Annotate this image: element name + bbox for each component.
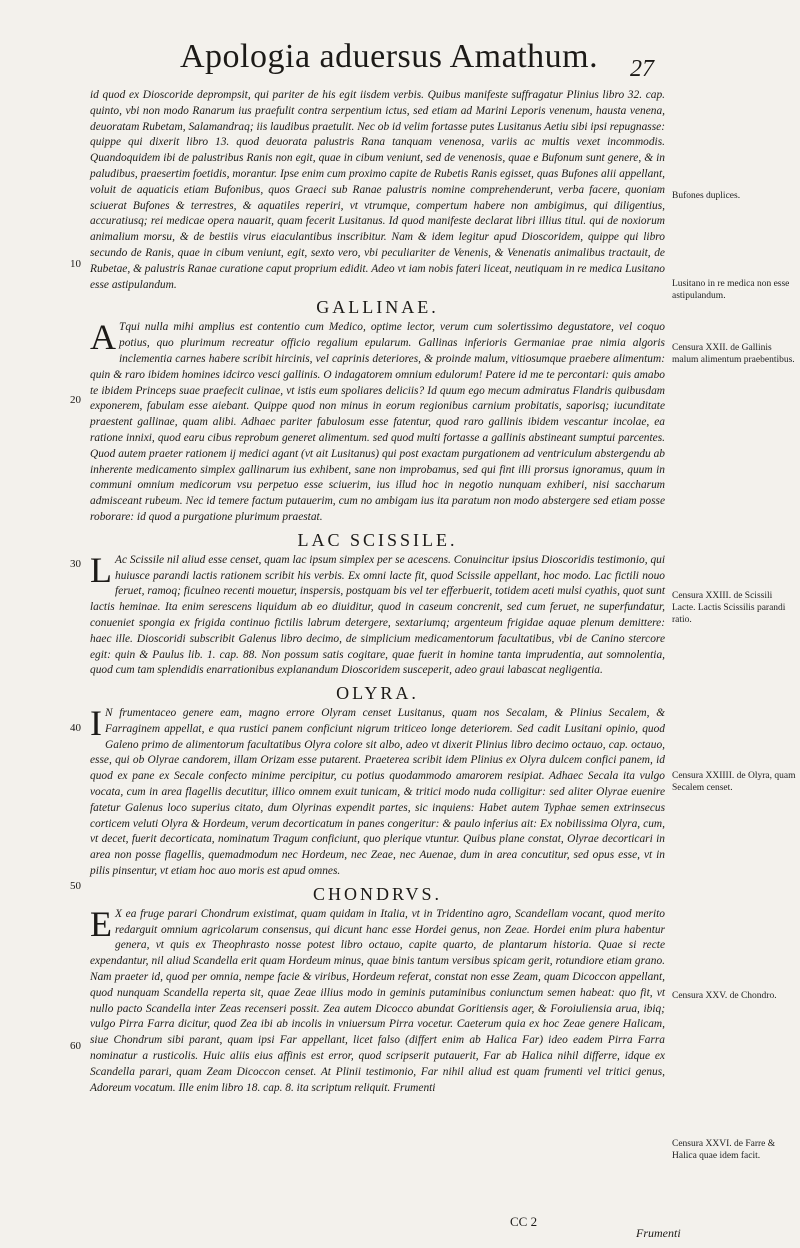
section-lac-text	[90, 549, 665, 679]
heading-chondrus: CHONDRVS.	[312, 883, 443, 904]
line-number: 50	[70, 880, 81, 892]
running-head: Apologia aduersus Amathum.	[180, 38, 599, 75]
margin-note: Censura XXV. de Chondro.	[672, 991, 777, 1001]
text-column	[90, 88, 665, 1096]
line-number: 60	[70, 1040, 81, 1052]
margin-note: Censura XXIII. de Scissili Lacte. Lactis Scissilis parandi ratio.	[672, 591, 786, 625]
line-number: 40	[70, 722, 81, 734]
section-intro-text: id quod ex Dioscoride deprompsit, qui pariter de his egit iisdem verbis. Quibus manifeste suffragatur Plinius libro 32. cap. quinto, vbi non modo Ranarum ius praefulit contra serpentium ictus, sed etiam ad Marini Leporis venenum, hausta venena, deuoratam Rubetam, Salamandraq; iis laudibus praetulit. Nec ob id velim fortasse putes Lusitanus Aetiu sibi ipsi repugnasse: quippe qui dixerit libro 13. quod deuorata palustris Rana tanquam venenosa, variis ac multis vexet incommodis. Quandoquidem ibi de palustribus Ranis non egit, quae in cibum veniunt, sed de venenosis, quae e Bufonum sunt genere, & in paludibus, praesertim foetidis, morantur. Ipse enim cum proximo capite de Rubetis Ranis egisset, quas Bufones alii appellant, voluit de aquaticis etiam Bufonibus, quos Graeci sub Ranae palustris nomine comprehenderunt, verba facere, quoniam sciuerat Bufones & terrestres, & aquatiles reperiri, vt vtrumque, compertum habere non ambigimus, qui diligentius, accuratiusq; rei medicae opera nauarit, quam fecerit Lusitanus. Id quod manifeste declarat libri illius titul. qui de noxiorum animalium morsu, & de bestiis virus eiaculantibus inscribitur. Nam & idem legitur apud Dioscoridem, quippe qui libro secundo de Ranis, quae in cibum veniunt, egit, sexto vero, vbi peculiariter de Venenis, & Venenatis animalibus tractauit, de Rubetae, & palustris Ranae curatione caput proprium edidit. Adeo vt iam nobis fateri liceat, neutiquam in re medica Lusitano esse astipulandum.	[90, 89, 665, 291]
page-number: 27	[630, 56, 654, 82]
line-number: 10	[70, 258, 81, 270]
heading-gallinae: GALLINAE.	[316, 297, 439, 318]
heading-lac-scissile: LAC SCISSILE.	[297, 529, 458, 550]
margin-note: Censura XXII. de Gallinis malum alimentum praebentibus.	[672, 343, 795, 365]
margin-note: Censura XXVI. de Farre & Halica quae idem facit.	[672, 1139, 776, 1161]
dropcap-olyra: I	[90, 703, 102, 744]
heading-olyra: OLYRA.	[336, 683, 419, 704]
dropcap-lac: L	[90, 549, 112, 590]
signature-mark: CC 2	[510, 1214, 538, 1229]
line-number: 20	[70, 394, 81, 406]
dropcap-chondrus: E	[90, 903, 112, 944]
olyra-body: N frumentaceo genere eam, magno errore Olyram censet Lusitanus, quam nos Secalam, & Plinius Secalem, & Farraginem appellat, e qua rustici panem conficiunt nigrum triticeo longe deteriorem. Sed cadit Lusitani opinio, quod Galeno primo de alimentorum facultatibus Olyra colore sit albo, adeo vt dixerit Plinius libro decimo octauo, cap. octauo, esse, qui ob Olyrae candorem, illam Orizam esse putarent. Praeterea scribit idem Plinius ex Olyra dulcem confici panem, id quod ex pane ex Secale confecto minime percipitur, cu potius quodammodo amarorem resipiat. Adhaec Secala ita vulgo vocata, cum in area flagellis decutitur, illico omnem exuit tunicam, & tritici modo nuda colligitur: sed aliter Olyrae euenire fatetur Galenus loco superius citato, dum Olyrinas expendit partes, sic inquiens: Habet autem Typhae semen extrinsecus corticem veluti Olyra & Hordeum, verum decorticatum in panes congeritur: & paulo inferius ait: Ex nobilissima Olyra, cum, vt decet, fuerit decorticata, nominatum Tragum conficiunt, quo plerique vtuntur. Quibus plane constat, Olyrae decorticari in area non posse flagellis, quemadmodum nec Hordeum, nec Zeae, nec Auenae, dum in area concutitur, sed opus esse, vt in pilis pinsentur, vt etiam hoc auo moris est apud omnes.	[90, 707, 665, 878]
lac-body: Ac Scissile nil aliud esse censet, quam lac ipsum simplex per se acescens. Conuincitur ipsius Dioscoridis testimonio, qui huiusce parandi lactis rationem scribit his verbis. Ex omni lacte fit, quod Scissile appellant, hoc modo. Lac fictili nouo feruet, ramoq; ficulneo recenti mouetur, inspersis, postquam bis vel ter efferbuerit, totidem aceti mulsi cyathis, quot sunt lactis heminae. Ita enim serescens liquidum ab eo diuiditur, quod in caseum concrenit, sed cum feruet, ne superfundatur, conueniet spongia ex frigida continuo fictilis labrum detergere, sextariumq; argenteum frigidae aquae plenum demittere: haec ille. Dioscoridi subscribit Galenus libro decimo, de simplicium medicamentorum facultatibus, vbi de Canino stercore egit: quin & Paulus lib. 1. cap. 88. Non possum satis cogitare, quae fuerit in homine tanta imprudentia, aut somnolentia, quod cum tam splendidis enarrationibus explanandum Dioscoridem susceperit, adeo graui labascat negligentia.	[90, 553, 665, 677]
section-chondrus-text	[90, 903, 665, 1097]
margin-note: Bufones duplices.	[672, 191, 741, 201]
section-olyra-text	[90, 703, 665, 880]
line-number: 30	[70, 558, 81, 570]
section-gallinae-text	[90, 317, 665, 525]
margin-note: Lusitano in re medica non esse astipulandum.	[672, 279, 790, 301]
dropcap-gallinae: A	[90, 317, 116, 358]
chondrus-body: X ea fruge parari Chondrum existimat, quam quidam in Italia, vt in Tridentino agro, Scandellam vocant, quod merito redarguit omnium agricolarum consensus, qui dicunt hanc esse Hordei genus, non Zeae. Hordei enim plura habentur genera, vt quis ex Theophrasto nosse potest libro octauo, capite quarto, de plantarum historia. Quae si recte expendantur, nil aliud Scandella erit quam Hordeum minus, quae binis tantum versibus spicam gerit, rotundiore etiam grano. Nam praeter id, quod per omnia, nempe facie & viribus, Hordeum referat, constat non esse Zeam, quam Dicoccon appellant, quod nunquam Scandella reperta sit, quae Zeae illius modo in geminis putaminibus coniunctum semen habeat: quo fit, vt nullo pacto Scandella inter Zeas recenseri possit. Zea autem Dicocco abundat Goritiensis ager, & Foroiuliensia arua, ibiq; vulgo Pirra Farra dicitur, quod Zea ibi ab incolis in vniuersum Pirra vocetur. Caeterum quia ex hoc Zeae genere Halicam, siue Chondrum sibi parant, quam ipsi Far appellant, licet falso (differt enim ab Halica Far) ideo eadem Pirra Farra nominatur a rusticolis. Huic aliis eius affinis est error, quod scripserit putauerit, Far ab Halica nihil differre, idque ex Scandella parari, quam Zeam Dicoccon censet. At Plinii testimonio, Far nihil aliud est quam frumenti vel tritici genus, Adoreum vocatum. Ille enim libro 18. cap. 8. ita scriptum reliquit. Frumenti	[90, 907, 665, 1094]
gallinae-body: Tqui nulla mihi amplius est contentio cum Medico, optime lector, verum cum solertissimo degustatore, vel coquo potius, quo plurimum recreatur officio regalium epularum. Gallinas inferioris Germaniae prae nimia algoris inclementia carnes habere scribit hircinis, vel caprinis deteriores, & proinde malum, vitiosumque praebere alimentum: quin & raro ibidem homines idcirco vesci gallinis. O indagatorem omnium edulorum! Patere id me te percontari: quis amabo te ibidem Princeps suae praefecit culinae, vt istis eum spoliares deliciis? Id quum ego mecum admiratus Flandris quibusdam exponerem, fabulam esse aiebant. Quippe quod non minus in eorum regionibus carnium probitatis, saporisq; iucunditate praestent gallinae, quam alibi. Adhaec pariter fabulosum esse fatentur, quod raro gallinis ibidem vescantur incolae, ea ratione innixi, quod earu cibus reprobum generet alimentum. sed quod multi fortasse a gallinis abstineant sumptui parcentes. Quod autem praeter rationem ij medici agant (vt ait Lusitanus) qui post exactam purgationem ad ventriculum abstergendu ab inherente medicamento simplex gallinarum ius exhibent, sane non improbamus, sed qui fint illi prorsus ignoramus, quum in communi omnium medicorum vsu perpetuo esse sciuerim, ius illud hoc in negotio nunquam exhiberi, nisi saccharum admisceant rubeum. Nec id temere factum putauerim, cum no ambigam ius ita paratum non modo abstergere sed etiam posse roborare: id quod a purgatione plurimum praestat.	[90, 321, 665, 523]
margin-note: Censura XXIIII. de Olyra, quam Secalem censet.	[672, 771, 796, 793]
catchword: Frumenti	[636, 1226, 681, 1240]
